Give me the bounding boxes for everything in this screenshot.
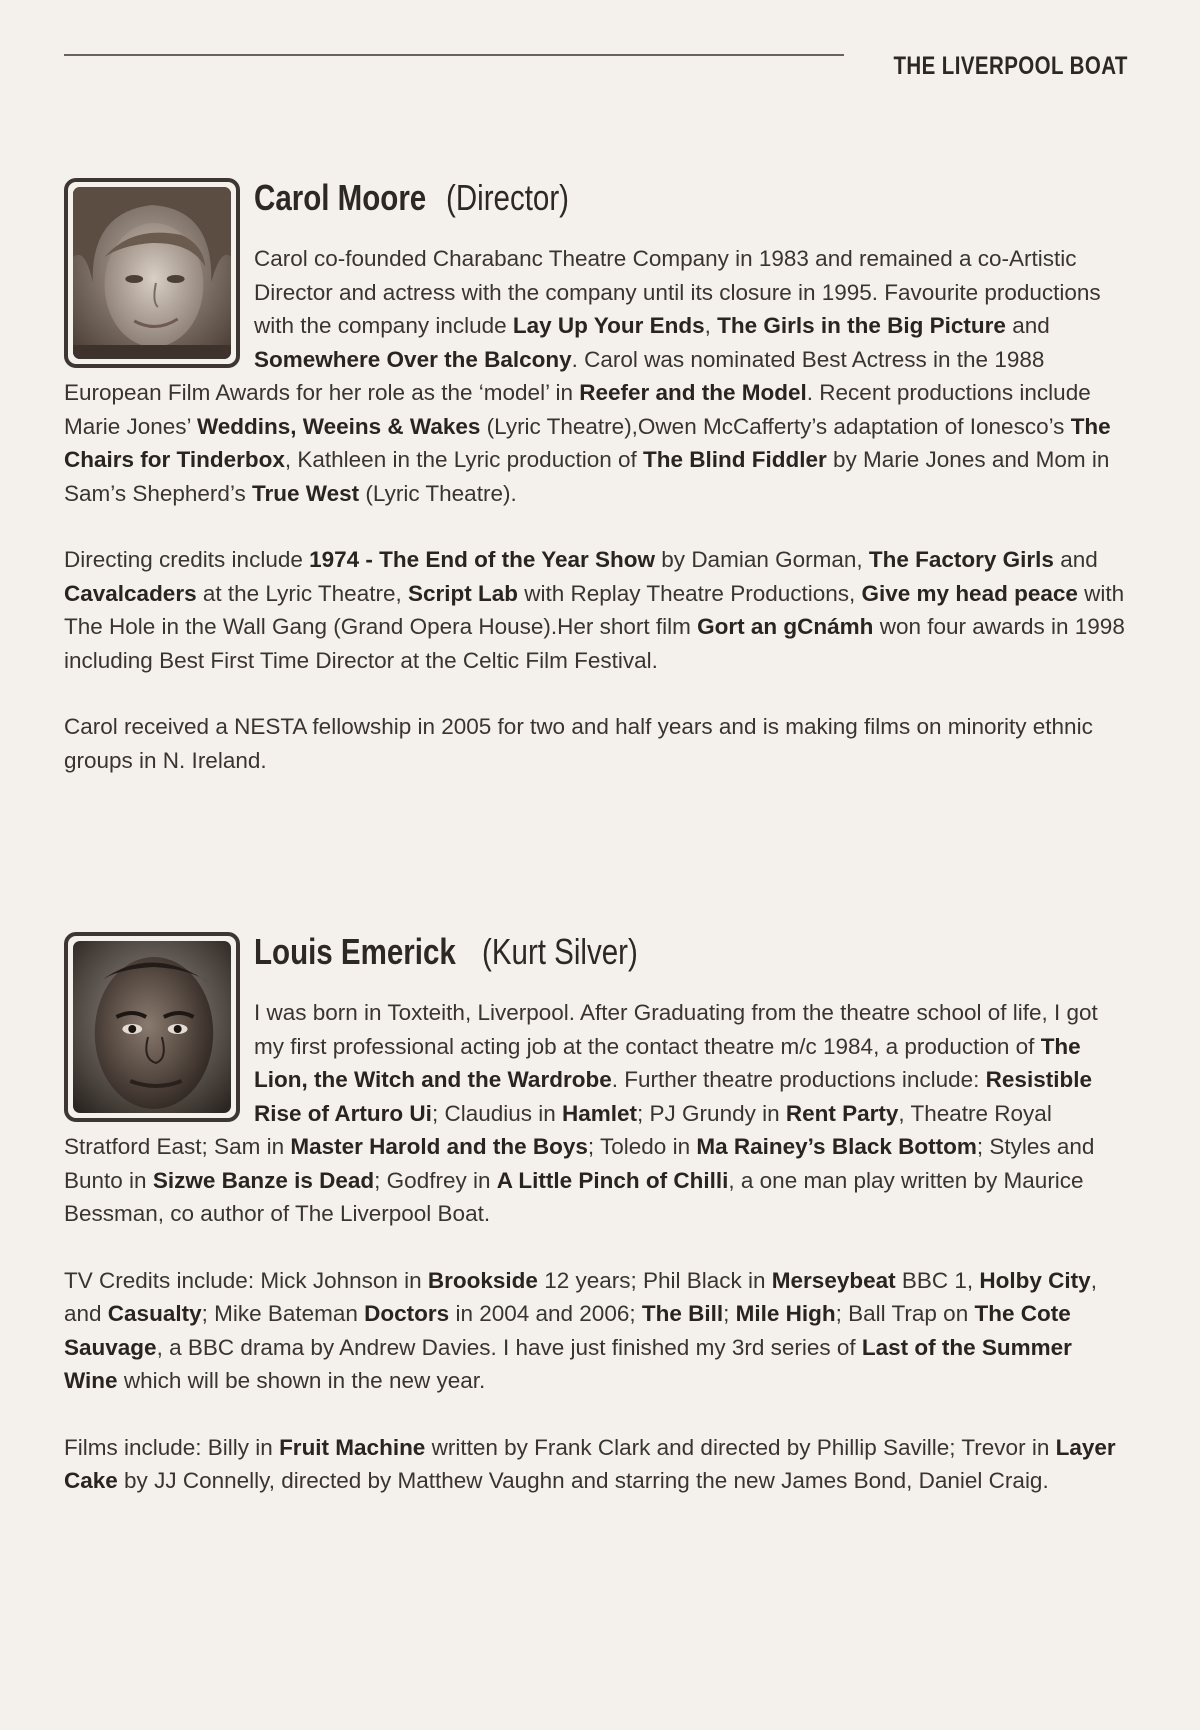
bio-text-run: (Lyric Theatre),Owen McCafferty’s adaptation of Ionesco’s [480, 413, 1071, 439]
bio-text-run: Carol co-founded Charabanc Theatre Company in 1983 and remained a co-Artistic Director and actress with the company until its closure in 1995. Favourite productions with the company include [254, 246, 1101, 338]
bio-text-run: 12 years; Phil Black in [537, 1267, 772, 1293]
title-credit: The Factory Girls [868, 547, 1054, 572]
bio-text-run: , a one man play written by Maurice Bessman, co author of The Liverpool Boat. [64, 1167, 1084, 1226]
bio-text-run: ; Styles and Bunto in [64, 1134, 1095, 1193]
title-credit: Lay Up Your Ends [512, 313, 705, 338]
bio-text-run: written by Frank Clark and directed by Phillip Saville; Trevor in [425, 1434, 1056, 1460]
title-credit: Doctors [364, 1301, 450, 1326]
title-credit: A Little Pinch of Chilli [496, 1167, 729, 1193]
title-credit: Layer Cake [64, 1434, 1116, 1493]
bio-text-run: by Damian Gorman, [655, 547, 869, 572]
title-credit: The Blind Fiddler [643, 447, 827, 472]
bio-text-run: by Marie Jones and Mom in Sam’s Shepherd’s [64, 447, 1110, 506]
title-credit: Sizwe Banze is Dead [152, 1167, 375, 1193]
title-credit: Rent Party [785, 1100, 899, 1126]
title-credit: Reefer and the Model [579, 380, 807, 405]
bio-text-run: , Theatre Royal Stratford East; Sam in [64, 1100, 1052, 1159]
title-credit: Weddins, Weeins & Wakes [196, 413, 481, 439]
bio-carol-moore [64, 178, 1130, 777]
title-credit: Script Lab [407, 580, 518, 606]
bio-text-run: by JJ Connelly, directed by Matthew Vaughn and starring the new James Bond, Daniel Craig. [117, 1468, 1049, 1493]
bio-text-run: , [704, 313, 718, 338]
title-credit: 1974 - The End of the Year Show [309, 547, 656, 572]
bio-text-run: ; Godfrey in [374, 1167, 497, 1193]
portrait-image-carol [73, 187, 231, 359]
person-role: (Kurt Silver) [482, 931, 638, 972]
bio-text-run: , Kathleen in the Lyric production of [284, 447, 644, 472]
bio-paragraph [64, 1264, 1130, 1398]
portrait-frame [64, 178, 240, 368]
person-role: (Director) [446, 177, 570, 218]
portrait-photo [73, 941, 231, 1113]
bio-paragraph [64, 710, 1130, 777]
title-credit: Hamlet [562, 1100, 638, 1126]
bio-text-run: Films include: Billy in [64, 1434, 280, 1460]
portrait-photo [73, 187, 231, 359]
bio-text-run: I was born in Toxteith, Liverpool. After Graduating from the theatre school of life, I got my first professional acting job at the contact theatre m/c 1984, a production of [254, 1000, 1098, 1059]
title-credit: The Chairs for Tinderbox [64, 413, 1111, 472]
bio-louis-emerick [64, 932, 1130, 1498]
bio-text-run: which will be shown in the new year. [117, 1368, 486, 1393]
bio-text-run: at the Lyric Theatre, [196, 580, 408, 606]
title-credit: Cavalcaders [64, 580, 197, 606]
bio-text-run: , and [64, 1267, 1097, 1326]
title-credit: True West [252, 480, 360, 506]
title-credit: Somewhere Over the Balcony [254, 346, 572, 372]
bio-text-run: and [1005, 313, 1050, 338]
bio-text-run: TV Credits include: Mick Johnson in [64, 1267, 428, 1293]
title-credit: Resistible Rise of Arturo Ui [254, 1067, 1092, 1126]
bio-text-run: with Replay Theatre Productions, [518, 580, 862, 606]
bio-text-run: . Carol was nominated Best Actress in the 1988 European Film Awards for her role as the ‘model’ in [64, 346, 1045, 405]
bio-text-run: ; Claudius in [431, 1100, 563, 1126]
title-credit: The Girls in the Big Picture [717, 313, 1006, 338]
bio-text-run: BBC 1, [895, 1267, 980, 1293]
title-credit: The Bill [641, 1301, 724, 1326]
bio-text-run: (Lyric Theatre). [359, 480, 517, 506]
bio-text-run: Directing credits include [64, 547, 310, 572]
title-credit: Holby City [979, 1267, 1091, 1293]
title-credit: The Cote Sauvage [64, 1301, 1071, 1360]
bio-text-run: with The Hole in the Wall Gang (Grand Opera House).Her short film [64, 580, 1125, 639]
title-credit: Brookside [427, 1267, 538, 1293]
bio-text-run: in 2004 and 2006; [449, 1301, 642, 1326]
bio-text-run: and [1053, 547, 1098, 572]
bio-text-run: won four awards in 1998 including Best First Time Director at the Celtic Film Festival. [64, 614, 1125, 673]
bio-text-run: ; PJ Grundy in [637, 1100, 786, 1126]
title-credit: Casualty [107, 1301, 202, 1326]
title-credit: Give my head peace [861, 580, 1078, 606]
portrait-image-louis [73, 941, 231, 1113]
bio-text-run: Carol received a NESTA fellowship in 2005 for two and half years and is making films on minority ethnic groups in N. Ireland. [64, 714, 1093, 773]
bio-text-run: ; [723, 1301, 736, 1326]
bio-text-run: . Further theatre productions include: [611, 1067, 986, 1092]
title-credit: Master Harold and the Boys [290, 1134, 588, 1159]
bio-text-run: . Recent productions include Marie Jones’ [64, 380, 1091, 439]
person-name: Louis Emerick [254, 931, 456, 972]
bio-text-run: ; Ball Trap on [835, 1301, 975, 1326]
person-name: Carol Moore [254, 177, 427, 218]
title-credit: Ma Rainey’s Black Bottom [696, 1134, 977, 1159]
bio-text-run: , a BBC drama by Andrew Davies. I have just finished my 3rd series of [156, 1334, 862, 1360]
bio-paragraph [64, 543, 1130, 677]
title-credit: Last of the Summer Wine [64, 1334, 1072, 1393]
bio-text-run: ; Mike Bateman [201, 1301, 365, 1326]
bio-paragraph [64, 1431, 1130, 1498]
header-rule [64, 54, 844, 56]
title-credit: Gort an gCnámh [697, 614, 874, 639]
title-credit: Merseybeat [771, 1267, 896, 1293]
bio-text-run: ; Toledo in [587, 1134, 697, 1159]
portrait-frame [64, 932, 240, 1122]
title-credit: Fruit Machine [279, 1434, 426, 1460]
title-credit: The Lion, the Witch and the Wardrobe [254, 1033, 1081, 1092]
title-credit: Mile High [735, 1301, 836, 1326]
header-title: THE LIVERPOOL BOAT [893, 52, 1128, 80]
